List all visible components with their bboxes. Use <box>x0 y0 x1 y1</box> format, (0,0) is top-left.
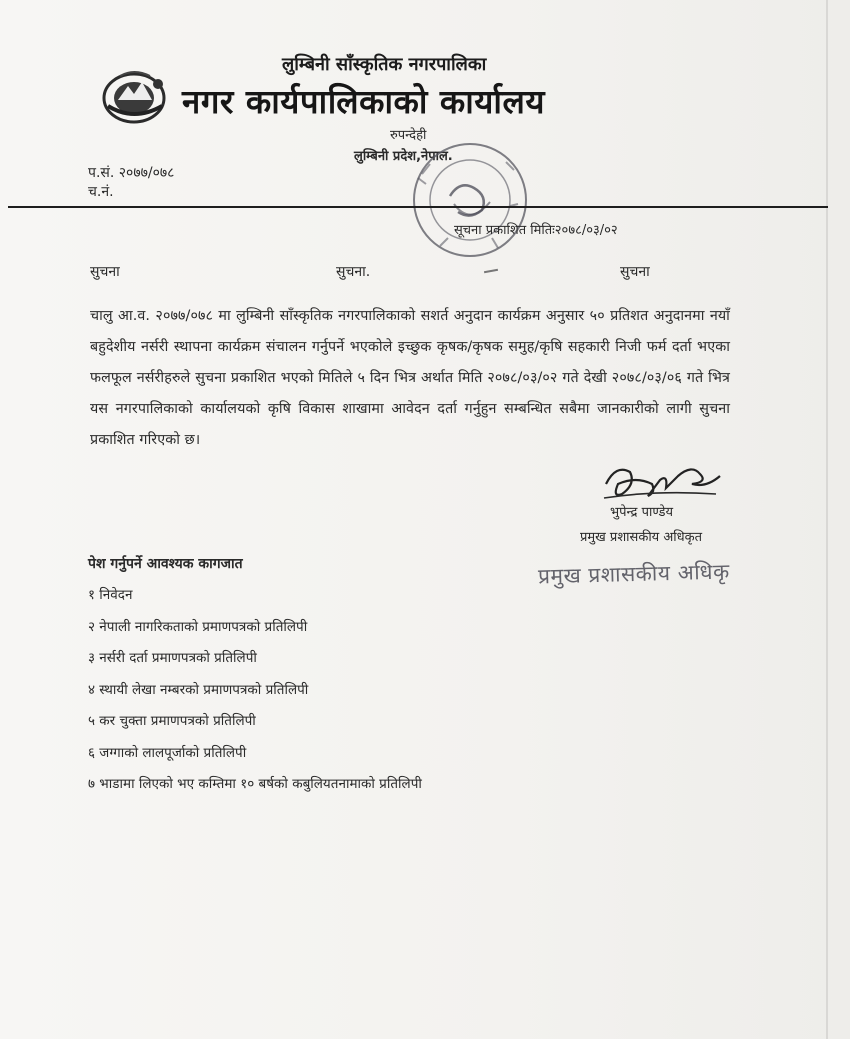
published-date: सूचना प्रकाशित मितिः२०७८/०३/०२ <box>454 223 618 238</box>
required-documents-list <box>88 585 422 806</box>
municipality-name: लुम्बिनी साँस्कृतिक नगरपालिका <box>282 54 487 75</box>
notice-label-left: सुचना <box>90 264 120 280</box>
list-item: २ नेपाली नागरिकताको प्रमाणपत्रको प्रतिलिपी <box>88 618 308 635</box>
list-item: ३ नर्सरी दर्ता प्रमाणपत्रको प्रतिलिपी <box>88 650 257 666</box>
list-item: ६ जग्गाको लालपूर्जाको प्रतिलिपी <box>88 744 247 761</box>
government-emblem-icon <box>100 66 180 130</box>
office-stamp-icon <box>404 134 534 270</box>
notice-label-right: सुचना <box>620 264 650 280</box>
district-name: रुपन्देही <box>390 128 427 143</box>
list-item: १ निवेदन <box>88 587 133 603</box>
list-item: ५ कर चुक्ता प्रमाणपत्रको प्रतिलिपी <box>88 713 256 729</box>
reference-number: प.सं. २०७७/०७८ <box>88 165 175 181</box>
signatory-title: प्रमुख प्रशासकीय अधिकृत <box>580 530 703 545</box>
paper-edge-shadow <box>826 0 828 1039</box>
notice-label-center: सुचना. <box>336 264 371 280</box>
designation-stamp: प्रमुख प्रशासकीय अधिकृ <box>537 559 730 589</box>
signatory-name: भुपेन्द्र पाण्डेय <box>610 505 673 520</box>
list-item: ७ भाडामा लिएको भए कम्तिमा १० बर्षको कबुलियतनामाको प्रतिलिपी <box>88 776 422 792</box>
required-documents-heading: पेश गर्नुपर्ने आवश्यक कागजात <box>88 556 243 572</box>
office-title: नगर कार्यपालिकाको कार्यालय <box>182 82 545 121</box>
province-name: लुम्बिनी प्रदेश,नेपाल. <box>354 149 453 164</box>
dispatch-number: च.नं. <box>88 184 114 200</box>
notice-body: चालु आ.व. २०७७/०७८ मा लुम्बिनी साँस्कृतिक नगरपालिकाको सशर्त अनुदान कार्यक्रम अनुसार ५० प्रतिशत अनुदानमा नयाँ बहुदेशीय नर्सरी स्थापना कार्यक्रम संचालन गर्नुपर्ने भएकोले इच्छुक कृषक/कृषक समुह/कृषि सहकारी निजी फर्म दर्ता भएका फलफूल नर्सरीहरुले सुचना प्रकाशित भएको मितिले ५ दिन भित्र अर्थात मिति २०७८/०३/०२ गते देखी २०७८/०३/०६ गते भित्र यस नगरपालिकाको कार्यालयको कृषि विकास शाखामा आवेदन दर्ता गर्नुहुन सम्बन्धित सबैमा जानकारीको लागी सुचना प्रकाशित गरिएको छ। <box>90 308 730 448</box>
list-item: ४ स्थायी लेखा नम्बरको प्रमाणपत्रको प्रतिलिपी <box>88 681 309 698</box>
header-divider <box>8 206 828 208</box>
